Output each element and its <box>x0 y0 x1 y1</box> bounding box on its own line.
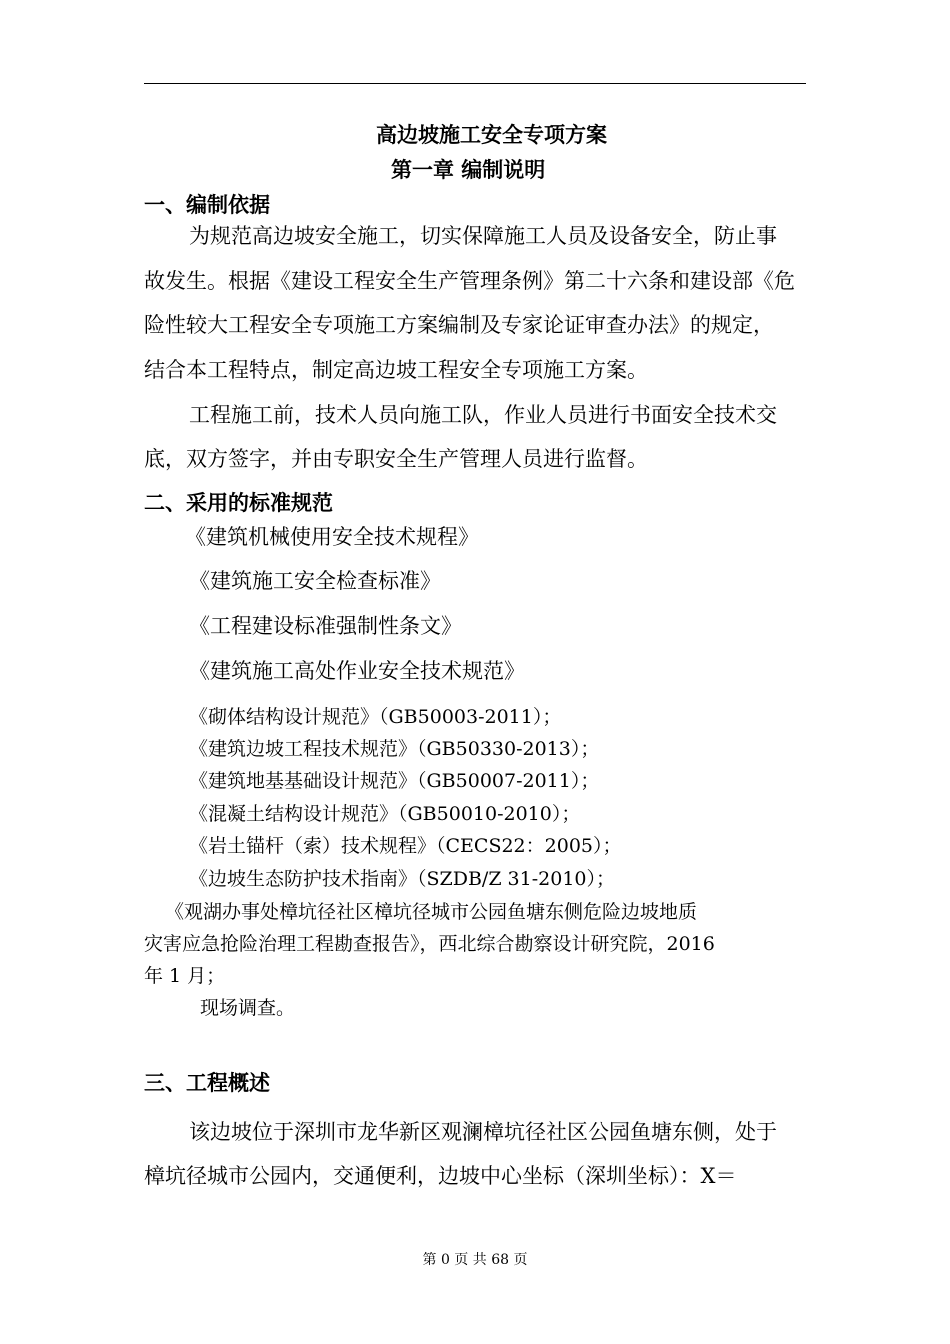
section-heading-overview: 三、工程概述 <box>144 1070 270 1095</box>
chapter-heading: 第一章 编制说明 <box>391 157 546 182</box>
report-line: 灾害应急抢险治理工程勘查报告》，西北综合勘察设计研究院，2016 <box>144 933 715 955</box>
standard-item: 《建筑施工安全检查标准》 <box>189 569 441 593</box>
document-title: 高边坡施工安全专项方案 <box>376 122 607 147</box>
report-line: 年 1 月； <box>144 965 226 987</box>
standard-item: 《建筑机械使用安全技术规程》 <box>185 525 479 549</box>
header-rule <box>144 83 806 84</box>
standard-item: 《边坡生态防护技术指南》（SZDB/Z 31-2010）； <box>189 868 616 890</box>
body-line: 该边坡位于深圳市龙华新区观澜樟坑径社区公园鱼塘东侧，处于 <box>189 1120 777 1144</box>
body-line: 工程施工前，技术人员向施工队，作业人员进行书面安全技术交 <box>189 403 777 427</box>
section-heading-basis: 一、编制依据 <box>144 192 270 217</box>
standard-item: 《砌体结构设计规范》（GB50003-2011）； <box>189 706 562 728</box>
standard-item: 《建筑施工高处作业安全技术规范》 <box>189 659 525 683</box>
body-line: 故发生。根据《建设工程安全生产管理条例》第二十六条和建设部《危 <box>144 269 795 293</box>
report-line: 《观湖办事处樟坑径社区樟坑径城市公园鱼塘东侧危险边坡地质 <box>165 901 698 923</box>
body-line: 樟坑径城市公园内，交通便利，边坡中心坐标（深圳坐标）：X＝ <box>144 1164 737 1188</box>
page-footer: 第 0 页 共 68 页 <box>422 1252 528 1268</box>
body-line: 底，双方签字，并由专职安全生产管理人员进行监督。 <box>144 447 648 471</box>
standard-item: 《混凝土结构设计规范》（GB50010-2010）； <box>189 803 581 825</box>
body-line: 为规范高边坡安全施工，切实保障施工人员及设备安全，防止事 <box>189 224 777 248</box>
body-line: 险性较大工程安全专项施工方案编制及专家论证审查办法》的规定， <box>144 313 774 337</box>
standard-item: 《建筑地基基础设计规范》（GB50007-2011）； <box>189 770 600 792</box>
section-heading-standards: 二、采用的标准规范 <box>144 490 333 515</box>
body-line: 结合本工程特点，制定高边坡工程安全专项施工方案。 <box>144 358 648 382</box>
standard-item: 《建筑边坡工程技术规范》（GB50330-2013）； <box>189 738 600 760</box>
standard-item: 《工程建设标准强制性条文》 <box>189 614 462 638</box>
survey-item: 现场调查。 <box>200 997 296 1019</box>
standard-item: 《岩土锚杆（索）技术规程》（CECS22：2005）； <box>189 835 622 857</box>
